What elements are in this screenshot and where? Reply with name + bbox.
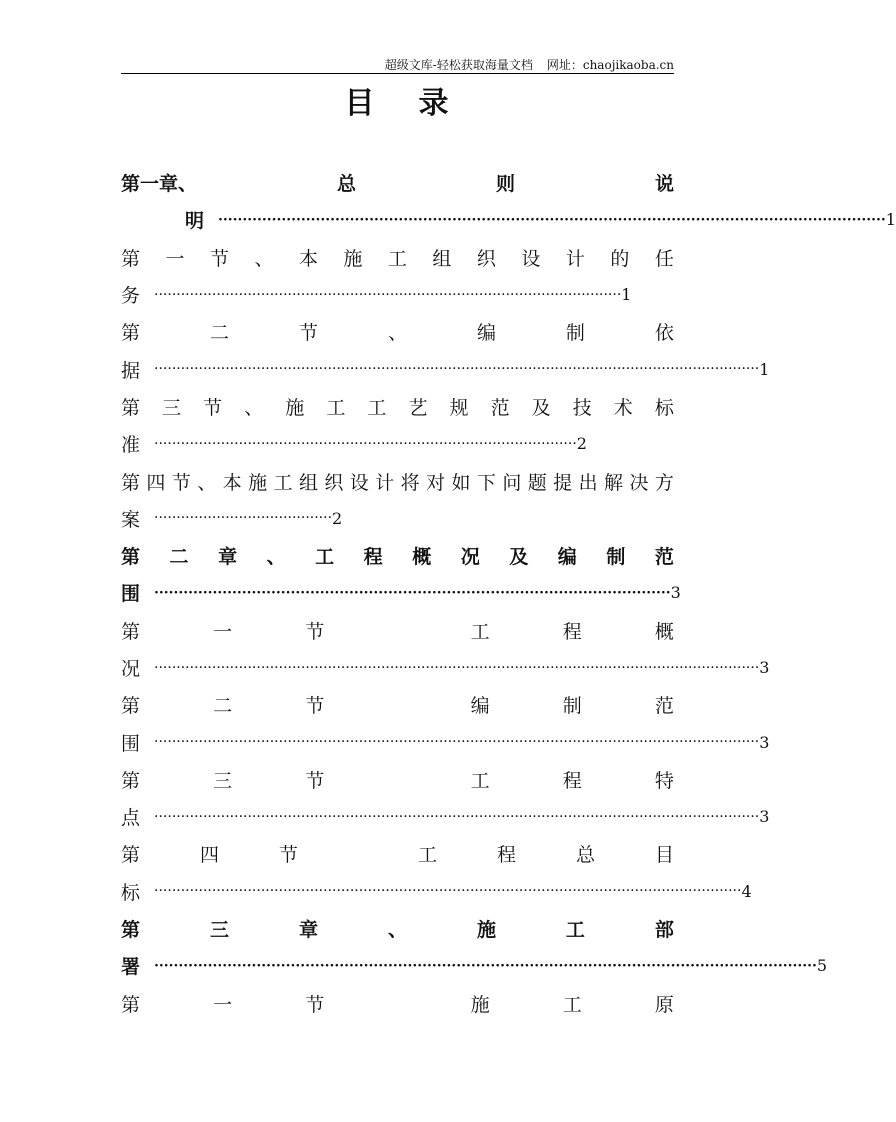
- toc-page-number: 1: [621, 285, 632, 305]
- toc-dot-leader: ··········································································································: [154, 584, 671, 601]
- toc-entry-heading[interactable]: [121, 462, 674, 499]
- toc-heading-char: 如: [451, 471, 471, 494]
- toc-tail-char: 准: [121, 434, 141, 457]
- toc-page-number: 5: [816, 956, 828, 976]
- header-site-text: 超级文库-轻松获取海量文档: [384, 58, 533, 72]
- toc-heading-char: 三: [209, 919, 229, 942]
- toc-heading-char: 施: [285, 396, 305, 419]
- header-divider: [121, 73, 674, 74]
- toc-heading-char: 第: [121, 546, 141, 569]
- toc-heading-char: 章: [218, 546, 238, 569]
- toc-entry-heading[interactable]: [121, 910, 674, 947]
- toc-entry-heading[interactable]: [121, 537, 674, 574]
- toc-page-number: 3: [670, 583, 681, 603]
- toc-heading-char: 决: [629, 471, 649, 494]
- toc-heading-char: 计: [375, 471, 395, 494]
- toc-heading-char: 说: [654, 173, 674, 196]
- toc-heading-char: 织: [324, 471, 344, 494]
- toc-heading-char: 节: [305, 695, 325, 718]
- toc-dot-leader: ········································································································································: [154, 734, 760, 751]
- toc-entry-heading[interactable]: [121, 239, 674, 276]
- toc-heading-char: 第: [121, 993, 141, 1016]
- toc-heading-char: 节: [203, 396, 223, 419]
- toc-heading-char: 设: [521, 247, 541, 270]
- toc-entry-continuation[interactable]: [121, 425, 674, 462]
- toc-heading-char: 一: [165, 247, 185, 270]
- toc-heading-char: 下: [476, 471, 496, 494]
- toc-heading-char: 及: [531, 396, 551, 419]
- toc-heading-char: 工: [562, 993, 582, 1016]
- toc-entry-heading[interactable]: [121, 164, 674, 201]
- toc-entry-continuation[interactable]: [121, 350, 770, 387]
- toc-heading-char: 工: [315, 546, 335, 569]
- toc-heading-char: 编: [470, 695, 490, 718]
- toc-heading-char: 工: [326, 396, 346, 419]
- toc-heading-char: 节: [209, 247, 229, 270]
- toc-entry-continuation[interactable]: [121, 723, 770, 760]
- toc-heading-char: 编: [557, 546, 577, 569]
- toc-page-number: 1: [759, 359, 770, 379]
- toc-heading-char: 本: [298, 247, 318, 270]
- toc-heading-char: 题: [527, 471, 547, 494]
- toc-entry-heading[interactable]: [121, 686, 674, 723]
- toc-heading-char: 方: [654, 471, 674, 494]
- toc-heading-char: 三: [162, 396, 182, 419]
- toc-heading-char: 概: [654, 620, 674, 643]
- toc-tail-char: 案: [121, 508, 141, 531]
- toc-heading-char: 制: [565, 322, 585, 345]
- toc-heading-char: 任: [654, 247, 674, 270]
- toc-entry-continuation[interactable]: [121, 649, 770, 686]
- toc-dot-leader: ·······························································································: [154, 435, 577, 452]
- toc-entry-continuation[interactable]: [121, 201, 896, 238]
- toc-page-number: 3: [759, 807, 770, 827]
- toc-heading-char: 程: [562, 620, 582, 643]
- toc-heading-char: 二: [209, 322, 229, 345]
- toc-heading-char: 及: [509, 546, 529, 569]
- toc-tail-char: 署: [121, 956, 141, 979]
- toc-heading-char: 程: [562, 769, 582, 792]
- toc-heading-char: 对: [426, 471, 446, 494]
- toc-dot-leader: ·········································································································: [154, 286, 622, 303]
- toc-heading-char: 组: [432, 247, 452, 270]
- toc-heading-char: 目: [654, 844, 674, 867]
- toc-entry-continuation[interactable]: [121, 500, 674, 537]
- toc-heading-char: 施: [476, 919, 496, 942]
- page-title: 目录: [344, 86, 493, 121]
- toc-heading-char: 程: [496, 844, 516, 867]
- toc-dot-leader: ········································: [154, 510, 333, 527]
- toc-heading-char: 出: [578, 471, 598, 494]
- toc-entry-continuation[interactable]: [121, 798, 770, 835]
- toc-tail-char: 围: [121, 732, 141, 755]
- toc-heading-char: 范: [490, 396, 510, 419]
- toc-heading-char: 节: [305, 993, 325, 1016]
- toc-page-number: 4: [741, 881, 752, 901]
- toc-heading-char: 工: [565, 919, 585, 942]
- toc-page-number: 1: [885, 210, 896, 230]
- toc-entry-continuation[interactable]: [121, 947, 828, 984]
- toc-heading-char: 四: [200, 844, 220, 867]
- toc-entry-heading[interactable]: [121, 313, 674, 350]
- toc-heading-char: 、: [244, 396, 264, 419]
- toc-heading-char: 范: [654, 546, 674, 569]
- toc-heading-char: 三: [213, 769, 233, 792]
- toc-heading-char: 规: [449, 396, 469, 419]
- toc-tail-char: 据: [121, 359, 141, 382]
- toc-heading-char: 第: [121, 620, 141, 643]
- toc-heading-char: 工: [367, 396, 387, 419]
- toc-heading-char: 将: [400, 471, 420, 494]
- toc-heading-char: 部: [654, 919, 674, 942]
- toc-tail-char: 围: [121, 583, 141, 606]
- toc-heading-char: 组: [298, 471, 318, 494]
- toc-heading-char: 原: [654, 993, 674, 1016]
- toc-heading-char: 施: [343, 247, 363, 270]
- header-url-link[interactable]: chaojikaoba.cn: [582, 58, 674, 72]
- toc-page-number: 2: [332, 508, 343, 528]
- toc-heading-char: 第一章、: [121, 173, 198, 196]
- toc-tail-char: 况: [121, 658, 141, 680]
- toc-heading-char: 制: [606, 546, 626, 569]
- toc-entry-heading[interactable]: [121, 985, 674, 1022]
- toc-heading-char: 概: [412, 546, 432, 569]
- toc-tail-char: 明: [185, 210, 205, 233]
- toc-heading-char: 总: [575, 844, 595, 867]
- toc-heading-char: 、: [266, 546, 286, 569]
- toc-heading-char: 则: [495, 173, 515, 196]
- toc-heading-char: 工: [470, 620, 490, 643]
- toc-heading-char: 本: [222, 471, 242, 494]
- toc-heading-char: 、: [254, 247, 274, 270]
- toc-dot-leader: ········································································································································: [154, 957, 817, 974]
- toc-heading-char: 第: [121, 844, 141, 867]
- toc-heading-char: 织: [476, 247, 496, 270]
- toc-heading-char: 一: [213, 993, 233, 1016]
- toc-heading-char: 节: [305, 769, 325, 792]
- toc-entry-continuation[interactable]: [121, 276, 674, 313]
- page-header: [121, 56, 674, 74]
- toc-heading-char: 第: [121, 396, 141, 419]
- toc-heading-char: 范: [654, 695, 674, 718]
- toc-heading-char: 程: [363, 546, 383, 569]
- toc-heading-char: 一: [213, 620, 233, 643]
- toc-heading-char: 工: [470, 769, 490, 792]
- header-url-label: 网址：: [546, 58, 583, 72]
- toc-entry-heading[interactable]: [121, 761, 674, 798]
- toc-page-number: 3: [759, 732, 770, 752]
- toc-entry-continuation[interactable]: [121, 873, 752, 910]
- toc-entry-heading[interactable]: [121, 612, 674, 649]
- toc-heading-char: 计: [565, 247, 585, 270]
- toc-heading-char: 、: [387, 322, 407, 345]
- toc-tail-char: 务: [121, 285, 141, 308]
- toc-heading-char: 节: [298, 322, 318, 345]
- toc-tail-char: 标: [121, 881, 141, 904]
- toc-heading-char: 第: [121, 247, 141, 270]
- toc-heading-char: 解: [604, 471, 624, 494]
- toc-tail-char: 点: [121, 807, 141, 830]
- toc-entry-heading[interactable]: [121, 835, 674, 872]
- toc-heading-char: 施: [470, 993, 490, 1016]
- toc-heading-char: 工: [387, 247, 407, 270]
- toc-entry-continuation[interactable]: [121, 574, 681, 611]
- toc-heading-char: 、: [387, 919, 407, 942]
- toc-dot-leader: ········································································································································: [154, 361, 760, 378]
- toc-heading-char: 节: [279, 844, 299, 867]
- toc-heading-char: 制: [562, 695, 582, 718]
- toc-heading-char: 节: [305, 620, 325, 643]
- toc-heading-char: 四: [146, 471, 166, 494]
- toc-heading-char: 设: [349, 471, 369, 494]
- toc-page-number: 3: [759, 658, 770, 677]
- toc-heading-char: 二: [213, 695, 233, 718]
- toc-heading-char: 工: [273, 471, 293, 494]
- toc-heading-char: 艺: [408, 396, 428, 419]
- toc-heading-char: 节: [171, 471, 191, 494]
- toc-heading-char: 况: [460, 546, 480, 569]
- toc-heading-char: 工: [417, 844, 437, 867]
- toc-heading-char: 、: [197, 471, 217, 494]
- toc-heading-char: 的: [610, 247, 630, 270]
- toc-heading-char: 问: [502, 471, 522, 494]
- toc-heading-char: 提: [553, 471, 573, 494]
- toc-heading-char: 总: [336, 173, 356, 196]
- toc-heading-char: 章: [298, 919, 318, 942]
- toc-heading-char: 依: [654, 322, 674, 345]
- toc-dot-leader: ········································································································································: [154, 808, 760, 825]
- toc-dot-leader: ·········································································································································: [218, 211, 886, 228]
- toc-heading-char: 技: [572, 396, 592, 419]
- toc-page-number: 2: [576, 434, 587, 454]
- toc-dot-leader: ········································································································································: [154, 659, 760, 676]
- toc-heading-char: 第: [121, 471, 141, 494]
- toc-heading-char: 施: [248, 471, 268, 494]
- toc-heading-char: 编: [476, 322, 496, 345]
- toc-heading-char: 二: [169, 546, 189, 569]
- toc-heading-char: 第: [121, 695, 141, 718]
- toc-heading-char: 第: [121, 919, 141, 942]
- toc-heading-char: 特: [654, 769, 674, 792]
- toc-dot-leader: ····································································································································: [154, 883, 742, 900]
- toc-heading-char: 标: [654, 396, 674, 419]
- toc-heading-char: 术: [613, 396, 633, 419]
- toc-heading-char: 第: [121, 769, 141, 792]
- toc-entry-heading[interactable]: [121, 388, 674, 425]
- table-of-contents: [121, 164, 896, 1022]
- toc-heading-char: 第: [121, 322, 141, 345]
